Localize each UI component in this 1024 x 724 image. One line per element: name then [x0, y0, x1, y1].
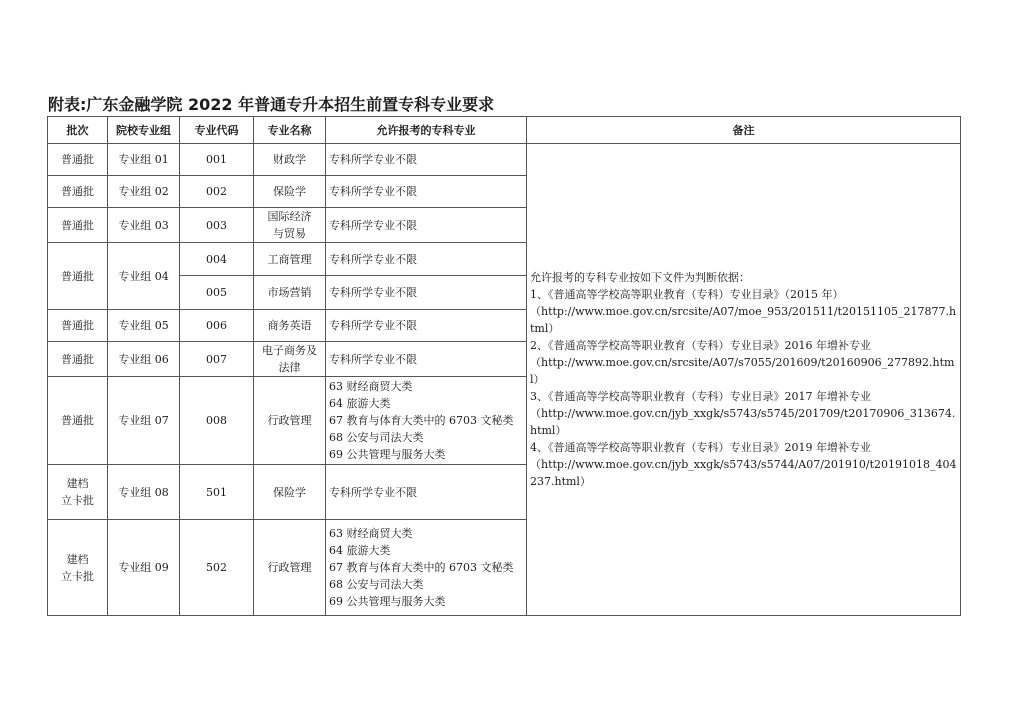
- major-name-cell: 商务英语: [254, 310, 326, 342]
- batch-cell: 普通批: [48, 208, 108, 243]
- allowed-cell: [326, 520, 527, 616]
- table-row: [48, 144, 961, 176]
- group-cell: 专业组 03: [108, 208, 180, 243]
- code-cell: 002: [180, 176, 254, 208]
- major-name-line: 电子商务及: [262, 344, 317, 357]
- code-cell: 501: [180, 465, 254, 520]
- header-allowed: 允许报考的专科专业: [326, 117, 527, 144]
- major-name-cell: 行政管理: [254, 377, 326, 465]
- allowed-cell: [326, 377, 527, 465]
- code-cell: 502: [180, 520, 254, 616]
- group-cell: 专业组 05: [108, 310, 180, 342]
- remarks-cell: [527, 144, 961, 616]
- code-cell: 005: [180, 276, 254, 310]
- table-header-row: [48, 117, 961, 144]
- group-cell: 专业组 01: [108, 144, 180, 176]
- page-title: 附表:广东金融学院 2022 年普通专升本招生前置专科专业要求: [48, 95, 495, 114]
- remarks-line: 4、《普通高等学校高等职业教育（专科）专业目录》2019 年增补专业: [530, 441, 871, 454]
- allowed-cell: 专科所学专业不限: [326, 144, 527, 176]
- remarks-line: （http://www.moe.gov.cn/srcsite/A07/s7055/201609/t20160906_277892.html）: [530, 356, 955, 386]
- allowed-line: 68 公安与司法大类: [329, 578, 424, 591]
- header-name: 专业名称: [254, 117, 326, 144]
- allowed-cell: 专科所学专业不限: [326, 243, 527, 276]
- allowed-cell: 专科所学专业不限: [326, 465, 527, 520]
- remarks-line: （http://www.moe.gov.cn/jyb_xxgk/s5743/s5744/A07/201910/t20191018_404237.html）: [530, 458, 957, 488]
- batch-cell: 普通批: [48, 310, 108, 342]
- header-remarks: 备注: [527, 117, 961, 144]
- remarks-line: （http://www.moe.gov.cn/jyb_xxgk/s5743/s5745/201709/t20170906_313674.html）: [530, 407, 956, 437]
- allowed-line: 64 旅游大类: [329, 544, 391, 557]
- allowed-cell: 专科所学专业不限: [326, 310, 527, 342]
- code-cell: 006: [180, 310, 254, 342]
- code-cell: 007: [180, 342, 254, 377]
- major-name-cell: 行政管理: [254, 520, 326, 616]
- allowed-cell: 专科所学专业不限: [326, 208, 527, 243]
- batch-cell: 普通批: [48, 377, 108, 465]
- batch-cell: 普通批: [48, 243, 108, 310]
- remarks-line: 3、《普通高等学校高等职业教育（专科）专业目录》2017 年增补专业: [530, 390, 871, 403]
- major-name-cell: 保险学: [254, 465, 326, 520]
- allowed-line: 69 公共管理与服务大类: [329, 595, 446, 608]
- allowed-line: 63 财经商贸大类: [329, 527, 413, 540]
- major-name-cell: 财政学: [254, 144, 326, 176]
- code-cell: 003: [180, 208, 254, 243]
- batch-line: 立卡批: [61, 569, 94, 583]
- header-batch: 批次: [48, 117, 108, 144]
- group-cell: 专业组 04: [108, 243, 180, 310]
- remarks-line: 2、《普通高等学校高等职业教育（专科）专业目录》2016 年增补专业: [530, 339, 871, 352]
- batch-cell: 普通批: [48, 342, 108, 377]
- batch-line: 建档: [66, 477, 89, 490]
- batch-cell: 普通批: [48, 144, 108, 176]
- allowed-cell: 专科所学专业不限: [326, 176, 527, 208]
- batch-cell: [48, 520, 108, 616]
- allowed-line: 64 旅游大类: [329, 397, 391, 410]
- group-cell: 专业组 08: [108, 465, 180, 520]
- allowed-line: 67 教育与体育大类中的 6703 文秘类: [329, 414, 514, 427]
- major-name-line: 与贸易: [273, 227, 306, 240]
- requirements-table: [47, 116, 961, 616]
- allowed-line: 68 公安与司法大类: [329, 431, 424, 444]
- allowed-line: 63 财经商贸大类: [329, 380, 413, 393]
- allowed-line: 67 教育与体育大类中的 6703 文秘类: [329, 561, 514, 574]
- remarks-line: 允许报考的专科专业按如下文件为判断依据：: [530, 271, 750, 284]
- major-name-cell: 保险学: [254, 176, 326, 208]
- remarks-line: （http://www.moe.gov.cn/srcsite/A07/moe_953/201511/t20151105_217877.html）: [530, 305, 957, 335]
- major-name-cell: 工商管理: [254, 243, 326, 276]
- major-name-cell: [254, 342, 326, 377]
- code-cell: 004: [180, 243, 254, 276]
- group-cell: 专业组 09: [108, 520, 180, 616]
- major-name-cell: 市场营销: [254, 276, 326, 310]
- allowed-cell: 专科所学专业不限: [326, 342, 527, 377]
- allowed-line: 69 公共管理与服务大类: [329, 448, 446, 461]
- code-cell: 008: [180, 377, 254, 465]
- group-cell: 专业组 07: [108, 377, 180, 465]
- batch-line: 建档: [66, 552, 89, 566]
- code-cell: 001: [180, 144, 254, 176]
- header-group: 院校专业组: [108, 117, 180, 144]
- group-cell: 专业组 02: [108, 176, 180, 208]
- batch-line: 立卡批: [61, 494, 94, 507]
- group-cell: 专业组 06: [108, 342, 180, 377]
- batch-cell: [48, 465, 108, 520]
- allowed-cell: 专科所学专业不限: [326, 276, 527, 310]
- header-code: 专业代码: [180, 117, 254, 144]
- major-name-cell: [254, 208, 326, 243]
- major-name-line: 国际经济: [267, 210, 312, 223]
- remarks-line: 1、《普通高等学校高等职业教育（专科）专业目录》（2015 年）: [530, 288, 844, 301]
- batch-cell: 普通批: [48, 176, 108, 208]
- major-name-line: 法律: [278, 361, 301, 374]
